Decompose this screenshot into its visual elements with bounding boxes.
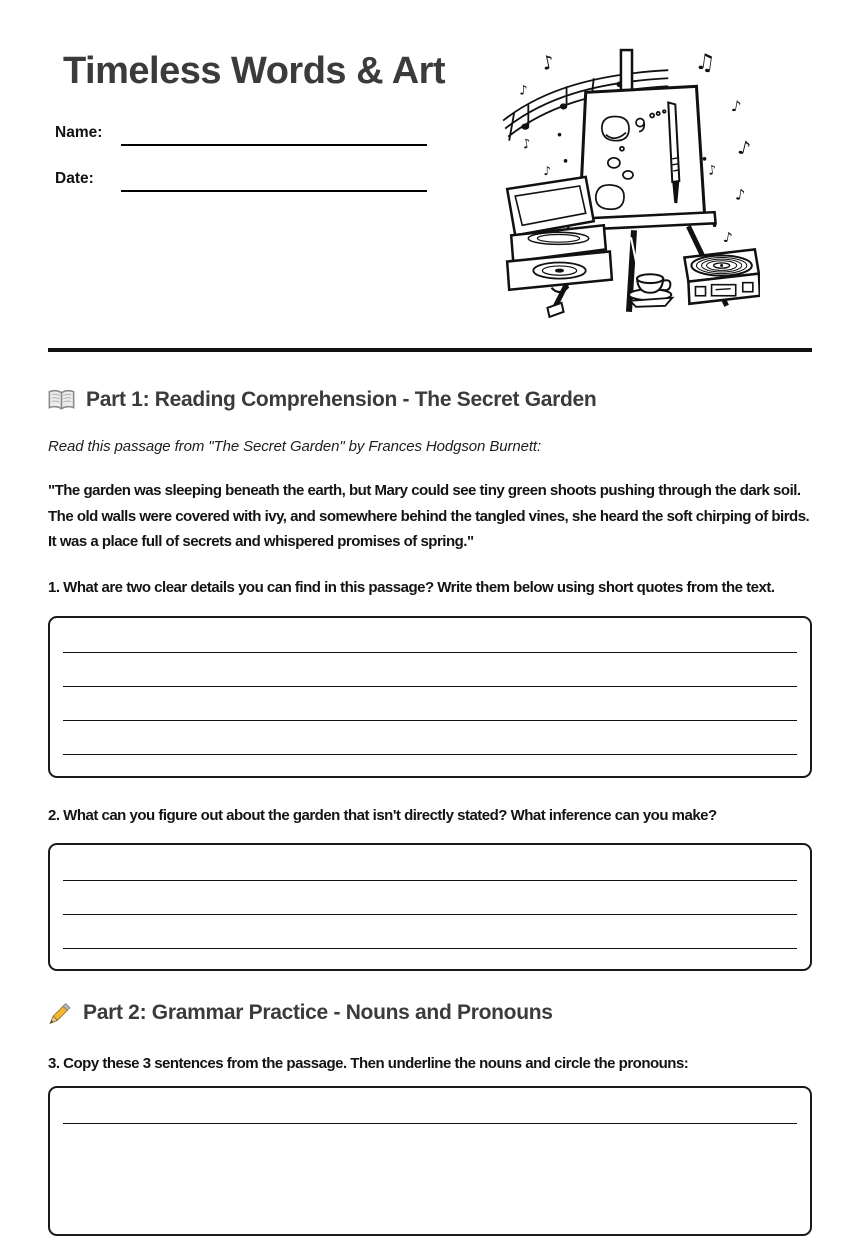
question-1: 1. What are two clear details you can find in this passage? Write them below using short quotes from the text. — [48, 578, 775, 596]
svg-text:♫: ♫ — [693, 48, 717, 77]
pencil-icon — [48, 1001, 72, 1025]
page-title: Timeless Words & Art — [63, 50, 446, 92]
name-label: Name: — [55, 124, 103, 141]
open-book-icon — [48, 389, 75, 412]
date-label: Date: — [55, 170, 94, 187]
reading-passage: "The garden was sleeping beneath the earth, but Mary could see tiny green shoots pushing through the dark soil. The old walls were covered with ivy, and somewhere behind the tangled vines, she heard the soft chirping of birds. It was a place full of secrets and whispered promises of spring." — [48, 482, 810, 550]
question-3: 3. Copy these 3 sentences from the passage. Then underline the nouns and circle the pronouns: — [48, 1054, 689, 1072]
answer-write-line[interactable] — [63, 653, 797, 687]
svg-text:♪: ♪ — [543, 163, 552, 178]
svg-text:♪: ♪ — [521, 136, 533, 153]
part1-heading — [48, 388, 812, 412]
svg-text:♪: ♪ — [539, 50, 557, 76]
header — [48, 0, 812, 348]
answer-write-line[interactable] — [63, 881, 797, 915]
name-input-line[interactable] — [121, 126, 427, 146]
answer-write-line[interactable] — [63, 721, 797, 755]
part2-heading-text: Part 2: Grammar Practice - Nouns and Pronouns — [83, 1000, 553, 1024]
part1-heading-text: Part 1: Reading Comprehension - The Secret Garden — [86, 388, 597, 411]
svg-text:♪: ♪ — [721, 229, 734, 247]
svg-text:♪: ♪ — [729, 96, 743, 117]
answer-write-line[interactable] — [63, 687, 797, 721]
answer-write-line[interactable] — [63, 619, 797, 653]
passage-intro: Read this passage from "The Secret Garden" by Frances Hodgson Burnett: — [48, 438, 542, 455]
date-field-row — [55, 170, 427, 192]
svg-text:♪: ♪ — [519, 83, 528, 99]
date-input-line[interactable] — [121, 172, 427, 192]
answer-write-line[interactable] — [63, 1090, 797, 1124]
svg-text:♪: ♪ — [734, 185, 747, 205]
part2-heading — [48, 1001, 812, 1025]
svg-text:♪: ♪ — [707, 163, 718, 179]
question-1-answer-box[interactable] — [48, 616, 812, 778]
easel-music-illustration — [500, 40, 760, 332]
answer-write-line[interactable] — [63, 915, 797, 949]
question-2: 2. What can you figure out about the garden that isn't directly stated? What inference can you make? — [48, 807, 717, 824]
section-divider — [48, 348, 812, 352]
question-3-answer-box[interactable] — [48, 1086, 812, 1236]
name-field-row — [55, 124, 427, 146]
question-2-answer-box[interactable] — [48, 843, 812, 971]
answer-write-line[interactable] — [63, 847, 797, 881]
svg-text:♪: ♪ — [735, 135, 753, 161]
